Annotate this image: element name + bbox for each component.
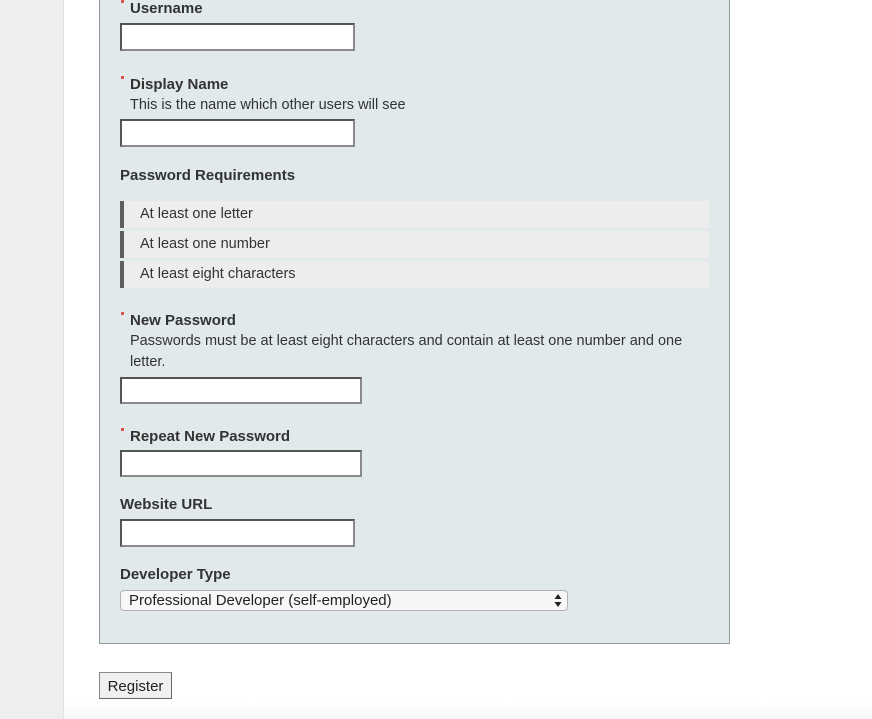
developer-type-label: Developer Type (120, 566, 231, 583)
left-gutter (0, 0, 64, 719)
new-password-label: New Password (130, 312, 236, 329)
website-url-label: Website URL (120, 496, 213, 513)
password-requirements-list (120, 201, 709, 291)
required-marker (121, 312, 124, 315)
display-name-input[interactable] (120, 119, 355, 147)
username-label: Username (130, 0, 203, 17)
page-bottom (64, 700, 872, 719)
developer-type-select[interactable] (120, 590, 568, 611)
updown-arrows-icon (554, 593, 562, 608)
new-password-help: Passwords must be at least eight characters and contain at least one number and one letter. (130, 333, 683, 370)
username-input[interactable] (120, 23, 355, 51)
requirement-item: At least one number (120, 231, 709, 258)
register-button[interactable]: Register (99, 672, 172, 699)
display-name-help: This is the name which other users will see (130, 97, 406, 113)
new-password-input[interactable] (120, 377, 362, 404)
required-marker (121, 428, 124, 431)
required-marker (121, 76, 124, 79)
repeat-password-label: Repeat New Password (130, 428, 291, 445)
developer-type-selected: Professional Developer (self-employed) (129, 592, 392, 609)
requirement-item: At least one letter (120, 201, 709, 228)
repeat-password-input[interactable] (120, 450, 362, 477)
display-name-label: Display Name (130, 76, 229, 93)
password-requirements-title: Password Requirements (120, 167, 296, 184)
website-url-input[interactable] (120, 519, 355, 547)
required-marker (121, 0, 124, 3)
requirement-item: At least eight characters (120, 261, 709, 288)
